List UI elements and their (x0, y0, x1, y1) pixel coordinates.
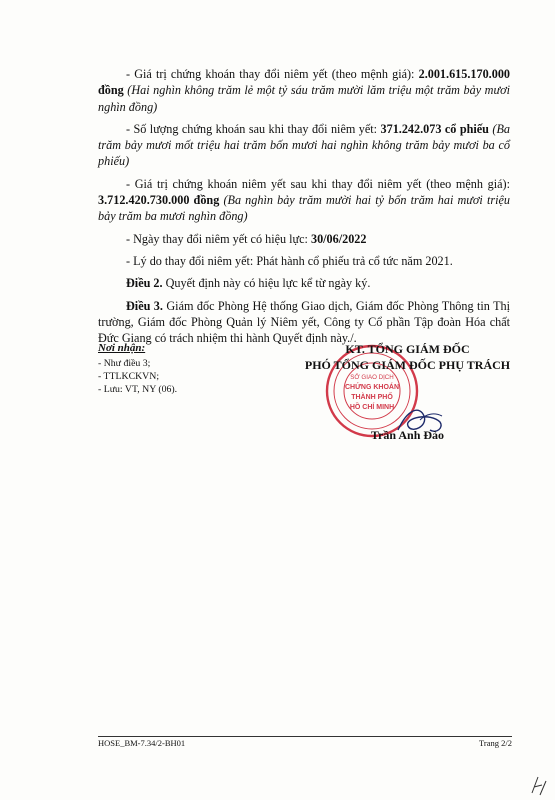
signature-title-2: PHÓ TỔNG GIÁM ĐỐC PHỤ TRÁCH (304, 358, 511, 372)
change-reason: - Lý do thay đổi niêm yết: Phát hành cổ phiếu trả cổ tức năm 2021. (126, 253, 453, 268)
article-2: Điều 2. Quyết định này có hiệu lực kể từ ngày ký. (126, 276, 371, 291)
signer-name: Trần Anh Đào (370, 428, 445, 442)
footer-divider (98, 736, 512, 737)
seal-line: CHỨNG KHOÁN (344, 384, 400, 391)
seal-line: HỒ CHÍ MINH (349, 404, 395, 411)
shares-after-change: - Số lượng chứng khoán sau khi thay đổi niêm yết: 371.242.073 cổ phiếu (Ba trăm bảy mươi mốt triệu hai trăm bốn mươi hai nghìn không trăm bảy mươi ba cổ phiếu) (98, 121, 510, 169)
initials-mark-icon (528, 773, 550, 797)
form-code: HOSE_BM-7.34/2-BH01 (98, 738, 186, 748)
effective-date: - Ngày thay đổi niêm yết có hiệu lực: 30/06/2022 (126, 231, 367, 246)
listing-value-amount: 2.001.615.170.000 đồng (98, 67, 510, 98)
article-3: Điều 3. Giám đốc Phòng Hệ thống Giao dịch, Giám đốc Phòng Thông tin Thị trường, Giám đốc Phòng Quản lý Niêm yết, Công ty Cổ phần Tập đoàn Hóa chất Đức Giang có trách nhiệm thi hành Quyết định này./. (98, 298, 511, 346)
recipient-item: - Như điều 3; (98, 358, 151, 369)
signature-block (300, 341, 515, 373)
recipients-title: Nơi nhận: (98, 342, 146, 354)
document-body (98, 66, 510, 352)
recipient-item: - Lưu: VT, NY (06). (98, 384, 178, 395)
shares-count: 371.242.073 cổ phiếu (380, 121, 489, 136)
recipient-item: - TTLKCKVN; (98, 371, 160, 382)
listing-value-after-amount: 3.712.420.730.000 đồng (98, 193, 220, 208)
seal-line: SỞ GIAO DỊCH (350, 374, 394, 381)
listing-value-change: - Giá trị chứng khoán thay đổi niêm yết (theo mệnh giá): 2.001.615.170.000 đồng (Hai nghìn không trăm lẻ một tỷ sáu trăm mười lăm triệu một trăm bảy mươi nghìn đồng) (98, 67, 510, 114)
seal-line: THÀNH PHỐ (351, 394, 393, 401)
effective-date-value: 30/06/2022 (310, 231, 367, 246)
recipients-block (98, 342, 177, 396)
signature-title-1: KT. TỔNG GIÁM ĐỐC (345, 342, 470, 356)
listing-value-after: - Giá trị chứng khoán niêm yết sau khi thay đổi niêm yết (theo mệnh giá): 3.712.420.730.000 đồng (Ba nghìn bảy trăm mười hai tỷ bốn trăm hai mươi triệu bảy trăm ba mươi nghìn đồng) (98, 176, 510, 224)
page-number: Trang 2/2 (479, 738, 512, 748)
